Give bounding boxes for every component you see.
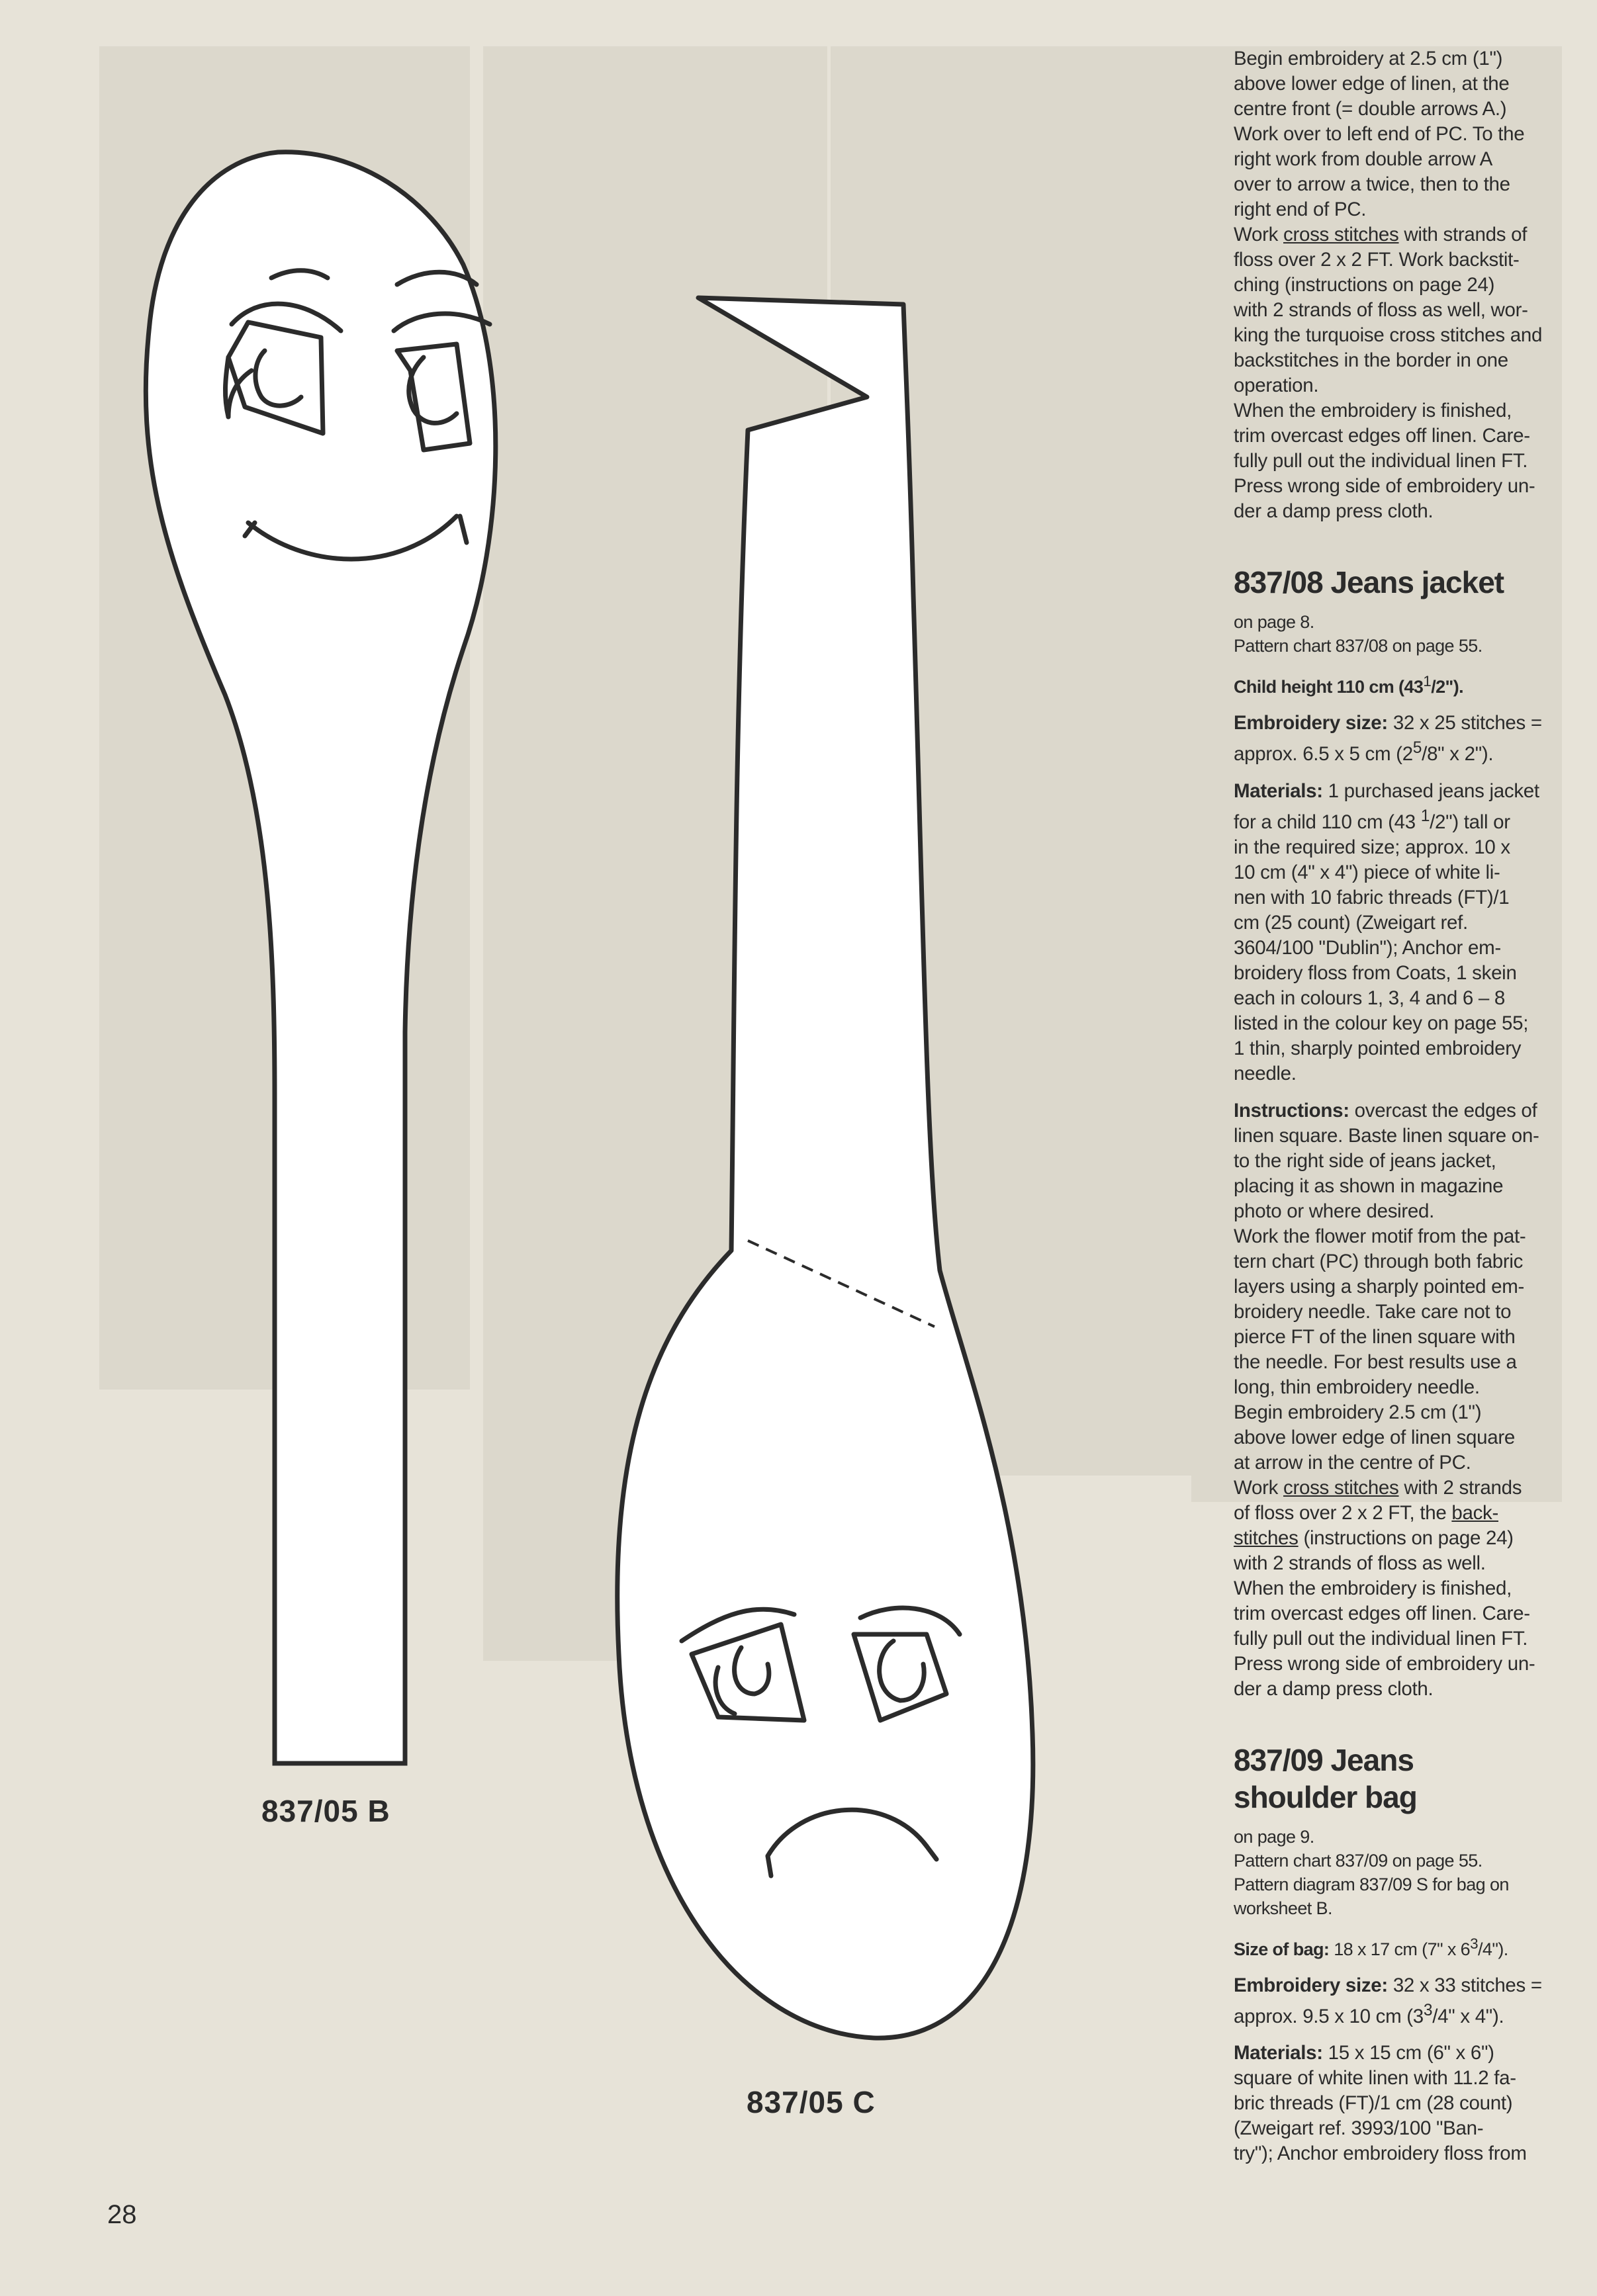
field-label: Materials:	[1234, 779, 1323, 802]
text-line: nen with 10 fabric threads (FT)/1	[1234, 886, 1510, 908]
text-line	[1234, 804, 1571, 835]
text-fragment: with 2 strands	[1398, 1476, 1522, 1499]
text-line: When the embroidery is finished,	[1234, 1577, 1512, 1599]
text-line	[1234, 1501, 1571, 1526]
text-fragment: 32 x 25 stitches =	[1387, 712, 1542, 734]
text-line	[1234, 222, 1571, 247]
text-line	[1234, 1098, 1571, 1124]
fraction-sup: 5	[1412, 739, 1422, 757]
text-line: bric threads (FT)/1 cm (28 count)	[1234, 2092, 1513, 2115]
text-line: to the right side of jeans jacket,	[1234, 1149, 1496, 1172]
text-line: in the required size; approx. 10 x	[1234, 836, 1510, 858]
text-fragment: approx. 9.5 x 10 cm (3	[1234, 2005, 1424, 2027]
text-fragment: approx. 6.5 x 5 cm (2	[1234, 742, 1413, 765]
text-line: with 2 strands of floss as well, wor-	[1234, 299, 1528, 321]
text-line	[1234, 711, 1571, 736]
text-line: Work the flower motif from the pat-	[1234, 1225, 1526, 1247]
text-line	[1234, 670, 1571, 699]
text-line: with 2 strands of floss as well.	[1234, 1552, 1486, 1574]
text-line: trim overcast edges off linen. Care-	[1234, 425, 1530, 447]
text-line: placing it as shown in magazine	[1234, 1174, 1504, 1197]
text-line: Pattern chart 837/09 on page 55.	[1234, 1850, 1483, 1871]
text-line: ching (instructions on page 24)	[1234, 274, 1495, 296]
text-fragment: Work	[1234, 1476, 1283, 1499]
text-fragment: 15 x 15 cm (6" x 6")	[1322, 2042, 1494, 2064]
text-line	[1234, 736, 1571, 767]
text-fragment: /4").	[1478, 1939, 1508, 1959]
text-line: on page 9.	[1234, 1826, 1314, 1847]
text-line: der a damp press cloth.	[1234, 1677, 1434, 1700]
bag-heading: 837/09 Jeans	[1234, 1742, 1414, 1777]
text-line: Pattern diagram 837/09 S for bag on	[1234, 1874, 1509, 1894]
text-line: square of white linen with 11.2 fa-	[1234, 2067, 1516, 2090]
text-line: above lower edge of linen square	[1234, 1426, 1516, 1448]
page-number: 28	[107, 2200, 137, 2229]
jacket-section	[1234, 610, 1571, 1702]
text-line: needle.	[1234, 1062, 1297, 1084]
text-line: photo or where desired.	[1234, 1200, 1435, 1222]
text-line	[1234, 779, 1571, 804]
underlined-term: stitches	[1234, 1526, 1299, 1549]
text-fragment: /4" x 4").	[1432, 2005, 1504, 2027]
text-line: worksheet B.	[1234, 1898, 1332, 1918]
text-line: long, thin embroidery needle.	[1234, 1376, 1480, 1398]
text-line	[1234, 1526, 1571, 1551]
field-label: Materials:	[1234, 2042, 1323, 2064]
text-fragment: (instructions on page 24)	[1298, 1526, 1514, 1549]
underlined-term: cross stitches	[1283, 224, 1399, 245]
text-fragment: for a child 110 cm (43	[1234, 811, 1421, 833]
text-fragment: 18 x 17 cm (7" x 6	[1329, 1939, 1471, 1959]
text-line: floss over 2 x 2 FT. Work backstit-	[1234, 249, 1520, 271]
underlined-term: back-	[1451, 1501, 1498, 1524]
text-line: broidery needle. Take care not to	[1234, 1300, 1512, 1323]
fraction-sup: 3	[1470, 1935, 1479, 1952]
field-label: Embroidery size:	[1234, 712, 1388, 734]
text-line: each in colours 1, 3, 4 and 6 – 8	[1234, 987, 1505, 1009]
text-line: linen square. Baste linen square on-	[1234, 1124, 1539, 1147]
text-line: Press wrong side of embroidery un-	[1234, 1652, 1535, 1675]
text-line: When the embroidery is finished,	[1234, 400, 1512, 421]
text-line	[1234, 1973, 1571, 1998]
text-fragment: with strands of	[1398, 224, 1528, 245]
text-line: at arrow in the centre of PC.	[1234, 1451, 1471, 1474]
text-line: cm (25 count) (Zweigart ref.	[1234, 911, 1468, 934]
fraction-sup: 3	[1423, 2001, 1433, 2019]
text-line: backstitches in the border in one	[1234, 349, 1508, 371]
text-line: listed in the colour key on page 55;	[1234, 1012, 1529, 1034]
text-line: the needle. For best results use a	[1234, 1350, 1517, 1373]
text-line	[1234, 1998, 1571, 2029]
field-label: Embroidery size:	[1234, 1974, 1388, 1996]
text-line: 3604/100 "Dublin"); Anchor em-	[1234, 936, 1501, 959]
jacket-heading: 837/08 Jeans jacket	[1234, 565, 1504, 599]
field-label: Instructions:	[1234, 1099, 1349, 1122]
fraction-sup: 1	[1423, 673, 1432, 689]
text-line: fully pull out the individual linen FT.	[1234, 1627, 1528, 1650]
text-line: Work over to left end of PC. To the	[1234, 123, 1525, 145]
bag-heading-line-2: shoulder bag	[1234, 1779, 1417, 1814]
text-line: try"); Anchor embroidery floss from	[1234, 2142, 1527, 2165]
label-pattern-b: 837/05 B	[261, 1794, 390, 1828]
text-fragment: Work	[1234, 224, 1283, 245]
text-fragment: 32 x 33 stitches =	[1387, 1974, 1542, 1996]
text-line: 10 cm (4" x 4") piece of white li-	[1234, 861, 1500, 883]
text-line: over to arrow a twice, then to the	[1234, 173, 1510, 195]
text-fragment: /2") tall or	[1430, 811, 1510, 833]
text-line	[1234, 1932, 1571, 1961]
text-fragment: of floss over 2 x 2 FT, the	[1234, 1501, 1452, 1524]
text-line: centre front (= double arrows A.)	[1234, 98, 1507, 120]
text-line: pierce FT of the linen square with	[1234, 1325, 1516, 1348]
text-line: Press wrong side of embroidery un-	[1234, 475, 1535, 497]
text-line: Begin embroidery 2.5 cm (1")	[1234, 1401, 1482, 1423]
text-line: on page 8.	[1234, 612, 1314, 632]
text-line: fully pull out the individual linen FT.	[1234, 450, 1528, 472]
field-label: Size of bag:	[1234, 1939, 1330, 1959]
text-line	[1234, 2041, 1571, 2066]
text-fragment: /2").	[1431, 677, 1464, 697]
text-fragment: overcast the edges of	[1349, 1099, 1537, 1122]
text-line: layers using a sharply pointed em-	[1234, 1275, 1525, 1298]
text-line: right end of PC.	[1234, 199, 1367, 220]
text-line: trim overcast edges off linen. Care-	[1234, 1602, 1530, 1624]
label-pattern-c: 837/05 C	[747, 2085, 876, 2119]
text-line: tern chart (PC) through both fabric	[1234, 1250, 1524, 1272]
text-line: (Zweigart ref. 3993/100 "Ban-	[1234, 2117, 1484, 2140]
text-line: above lower edge of linen, at the	[1234, 73, 1510, 95]
field-label: Child height 110 cm (43	[1234, 677, 1424, 697]
text-line: Begin embroidery at 2.5 cm (1")	[1234, 48, 1503, 69]
text-line: Pattern chart 837/08 on page 55.	[1234, 636, 1483, 656]
fraction-sup: 1	[1420, 807, 1430, 825]
bag-section	[1234, 1825, 1571, 2167]
text-fragment: 1 purchased jeans jacket	[1322, 779, 1539, 802]
continued-instructions	[1234, 46, 1571, 524]
text-line: right work from double arrow A	[1234, 148, 1493, 170]
text-line: broidery floss from Coats, 1 skein	[1234, 961, 1517, 984]
underlined-term: cross stitches	[1283, 1476, 1399, 1499]
instruction-column	[1234, 46, 1571, 2166]
text-line: der a damp press cloth.	[1234, 500, 1434, 522]
text-fragment: /8" x 2").	[1422, 742, 1494, 765]
text-line: king the turquoise cross stitches and	[1234, 324, 1543, 346]
text-line	[1234, 1476, 1571, 1501]
text-line: 1 thin, sharply pointed embroidery	[1234, 1037, 1522, 1059]
text-line: operation.	[1234, 375, 1319, 396]
